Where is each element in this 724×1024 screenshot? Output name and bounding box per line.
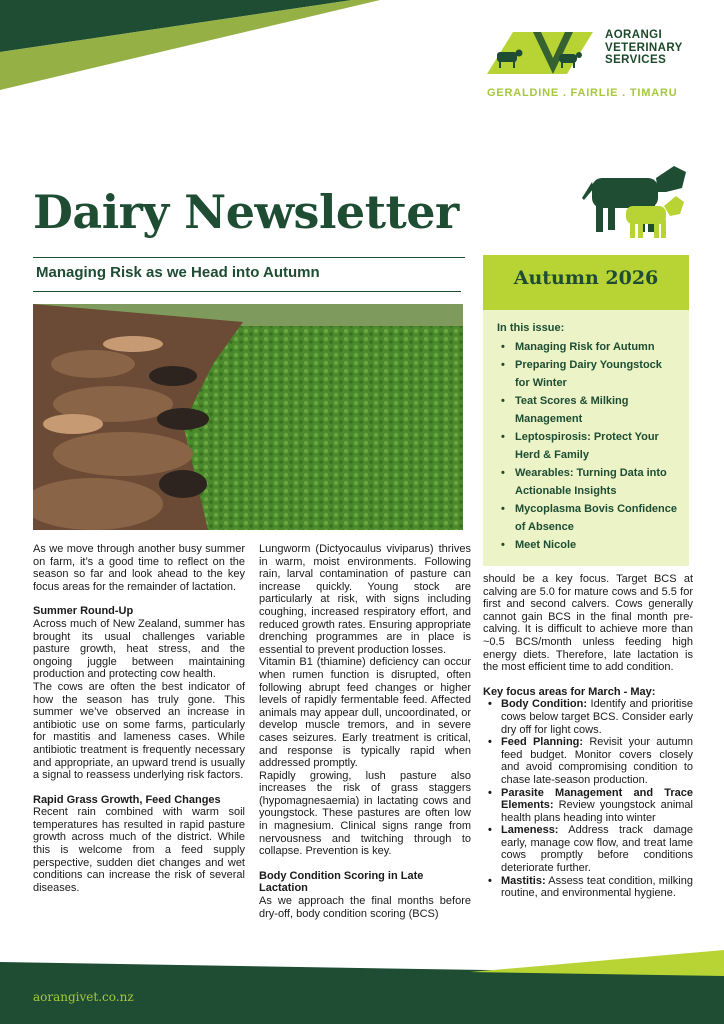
footer-decoration — [0, 950, 724, 1024]
in-this-issue-box — [483, 310, 689, 566]
cows-grazing-photo — [33, 304, 463, 530]
issue-season-banner — [483, 255, 689, 310]
locations: GERALDINE . FAIRLIE . TIMARU — [487, 87, 678, 99]
issue-list — [497, 338, 679, 554]
paragraph: should be a key focus. Target BCS at calving are 5.0 for mature cows and 5.5 for first and second calvers. Cows generally cannot gain BCS in the final month pre-calving. It is difficult to achieve more than ~0.5 BCS/month unless feeding high energy diets. Therefore, late lactation is the most efficient time to add condition. — [483, 573, 693, 674]
issue-item: • Preparing Dairy Youngstock for Winter — [501, 356, 679, 392]
intro-paragraph: As we move through another busy summer on farm, it’s a good time to reflect on the season so far and look ahead to the key focus areas for the remainder of lactation. — [33, 543, 245, 593]
focus-item — [483, 824, 693, 874]
focus-item — [483, 698, 693, 736]
focus-text: Address track damage early, manage cow flow, and treat lame cows promptly before conditions deteriorate further. — [501, 824, 693, 875]
paragraph: Vitamin B1 (thiamine) deficiency can occur when rumen function is disrupted, often following abrupt feed changes or higher levels of rapidly fermentable feed. Affected animals may appear dull, uncoordinated, or develop muscle tremors, and in severe cases seizures. Early treatment is critical, and response is typically rapid when addressed promptly. — [259, 656, 471, 770]
in-this-issue-label: In this issue: — [497, 322, 565, 334]
focus-text: Identify and prioritise cows below target BCS. Consider early dry off for light cows. — [501, 698, 693, 736]
paragraph: Recent rain combined with warm soil temperatures has resulted in rapid pasture growth across much of the district. While this is welcome from a feed supply perspective, sudden diet changes and wet conditions can increase the risk of several diseases. — [33, 806, 245, 894]
section-heading-grass: Rapid Grass Growth, Feed Changes — [33, 793, 221, 806]
brand-name-line2: VETERINARY — [605, 41, 683, 54]
title-divider — [33, 257, 465, 258]
focus-text: Assess teat condition, milking routine, and environmental hygiene. — [501, 874, 693, 900]
focus-label: Parasite Management and Trace Elements: — [501, 786, 693, 812]
focus-label: Mastitis: — [501, 874, 546, 887]
brand-name-line1: AORANGI — [605, 29, 663, 41]
paragraph: As we approach the final months before dry-off, body condition scoring (BCS) — [259, 895, 471, 920]
brand-name-line3: SERVICES — [605, 54, 667, 66]
focus-list — [483, 698, 693, 900]
focus-label: Body Condition: — [501, 698, 588, 711]
section-heading-focus: Key focus areas for March - May: — [483, 685, 656, 698]
focus-item — [483, 736, 693, 786]
page-title: Dairy Newsletter — [33, 185, 459, 239]
issue-item: • Teat Scores & Milking Management — [501, 392, 679, 428]
focus-label: Lameness: — [501, 824, 559, 837]
website-link[interactable]: aorangivet.co.nz — [33, 990, 134, 1004]
section-heading-bcs: Body Condition Scoring in Late Lactation — [259, 869, 424, 895]
article-column-1 — [33, 543, 245, 894]
issue-item: • Leptospirosis: Protect Your Herd & Family — [501, 428, 679, 464]
issue-item: • Wearables: Turning Data into Actionable Insights — [501, 464, 679, 500]
article-title: Managing Risk as we Head into Autumn — [36, 264, 320, 281]
article-column-2 — [259, 543, 471, 920]
focus-item — [483, 875, 693, 900]
issue-item: • Mycoplasma Bovis Confidence of Absence — [501, 500, 679, 536]
cow-icon — [578, 162, 690, 240]
focus-label: Feed Planning: — [501, 736, 584, 749]
focus-text: Review youngstock animal health plans heading into winter — [501, 799, 693, 824]
paragraph: Rapidly growing, lush pasture also increases the risk of grass staggers (hypomagnesaemia) in lactating cows and youngstock. These pastures are often low in magnesium. Clinical signs range from nervousness and twitching through to collapse. Prevention is key. — [259, 769, 471, 858]
brand-name — [605, 29, 683, 67]
paragraph: The cows are often the best indicator of how the season has truly gone. This summer we’ve observed an increase in antibiotic use on some farms, particularly for mastitis and lameness cases. While antibiotic treatment is frequently necessary and appropriate, an upward trend is usually a signal to reassess underlying risk factors. — [33, 680, 245, 782]
focus-text: Revisit your autumn feed budget. Monitor covers closely and avoid compromising condition to chase late-season production. — [501, 736, 693, 786]
paragraph: Lungworm (Dictyocaulus viviparus) thrives in warm, moist environments. Following rain, larval contamination of pasture can increase quickly. Young stock are particularly at risk, with signs including coughing, increased respiratory effort, and reduced growth rates. Ensuring appropriate drenching programmes are in place is essential to prevent production losses. — [259, 543, 471, 656]
section-heading-summer: Summer Round-Up — [33, 605, 134, 618]
article-column-3 — [483, 573, 693, 900]
issue-item: • Managing Risk for Autumn — [501, 338, 679, 356]
issue-season: Autumn 2026 — [513, 267, 659, 289]
paragraph: Across much of New Zealand, summer has brought its usual challenges variable pasture growth, heat stress, and the ongoing juggle between maintaining production and protecting cow health. — [33, 617, 245, 681]
focus-item — [483, 787, 693, 825]
issue-item: • Meet Nicole — [501, 536, 679, 554]
subtitle-divider — [33, 291, 461, 292]
